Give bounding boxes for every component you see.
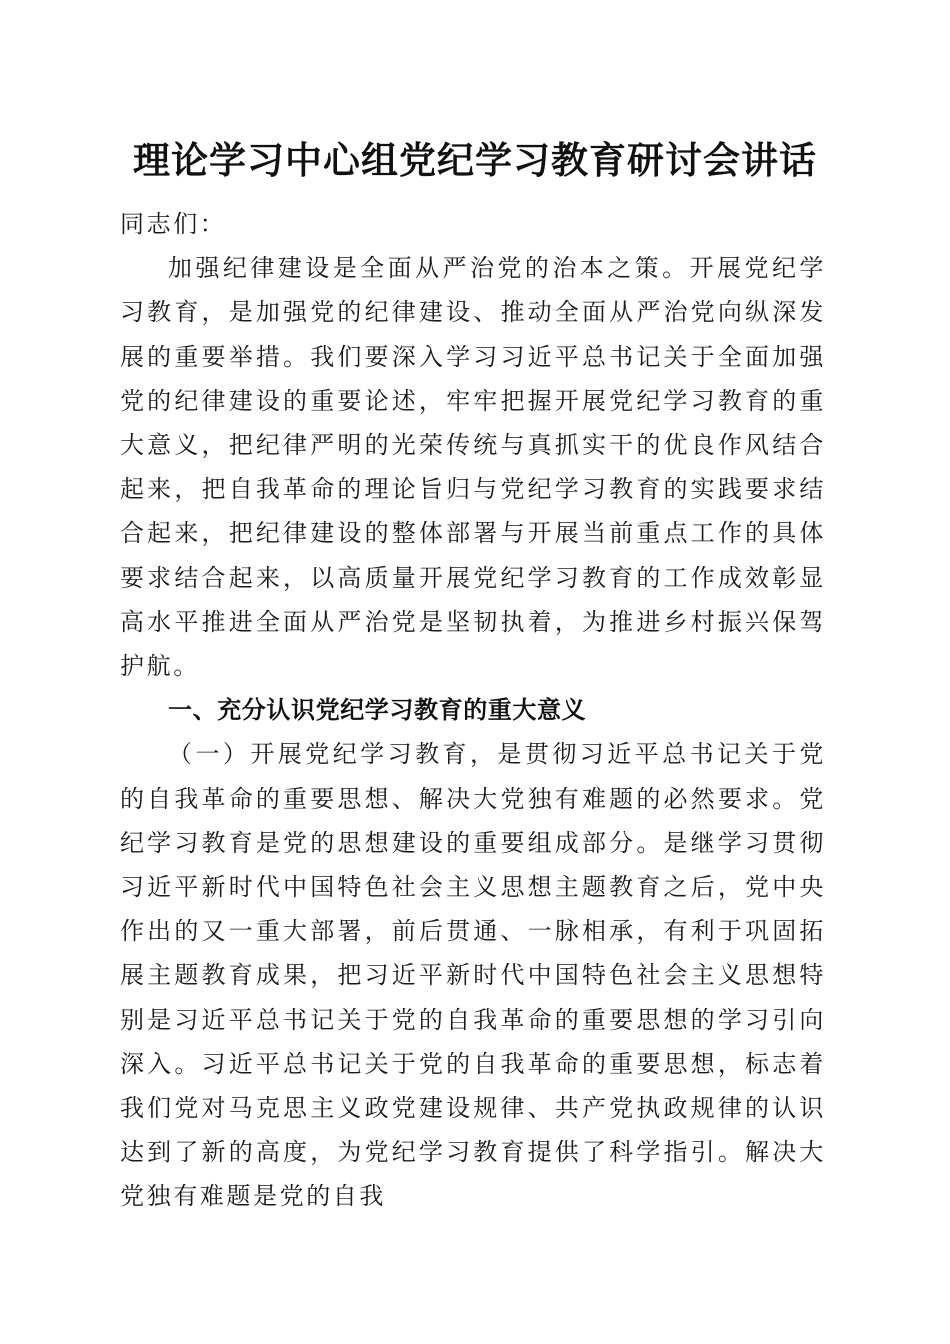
intro-paragraph: 加强纪律建设是全面从严治党的治本之策。开展党纪学习教育，是加强党的纪律建设、推动全面从严治党向纵深发展的重要举措。我们要深入学习习近平总书记关于全面加强党的纪律建设的重要论述，牢牢把握开展党纪学习教育的重大意义，把纪律严明的光荣传统与真抓实干的优良作风结合起来，把自我革命的理论旨归与党纪学习教育的实践要求结合起来，把纪律建设的整体部署与开展当前重点工作的具体要求结合起来，以高质量开展党纪学习教育的工作成效彰显高水平推进全面从严治党是坚韧执着，为推进乡村振兴保驾护航。 bbox=[120, 254, 826, 681]
salutation: 同志们： bbox=[120, 210, 227, 238]
section-paragraph: （一）开展党纪学习教育，是贯彻习近平总书记关于党的自我革命的重要思想、解决大党独有难题的必然要求。党纪学习教育是党的思想建设的重要组成部分。是继学习贯彻习近平新时代中国特色社会主义思想主题教育之后，党中央作出的又一重大部署，前后贯通、一脉相承，有利于巩固拓展主题教育成果，把习近平新时代中国特色社会主义思想特别是习近平总书记关于党的自我革命的重要思想的学习引向深入。习近平总书记关于党的自我革命的重要思想，标志着我们党对马克思主义政党建设规律、共产党执政规律的认识达到了新的高度，为党纪学习教育提供了科学指引。解决大党独有难题是党的自我 bbox=[120, 740, 826, 1211]
section-heading: 一、充分认识党纪学习教育的重大意义 bbox=[168, 696, 587, 725]
document-body bbox=[120, 202, 826, 1219]
document-title: 理论学习中心组党纪学习教育研讨会讲话 bbox=[133, 138, 817, 182]
